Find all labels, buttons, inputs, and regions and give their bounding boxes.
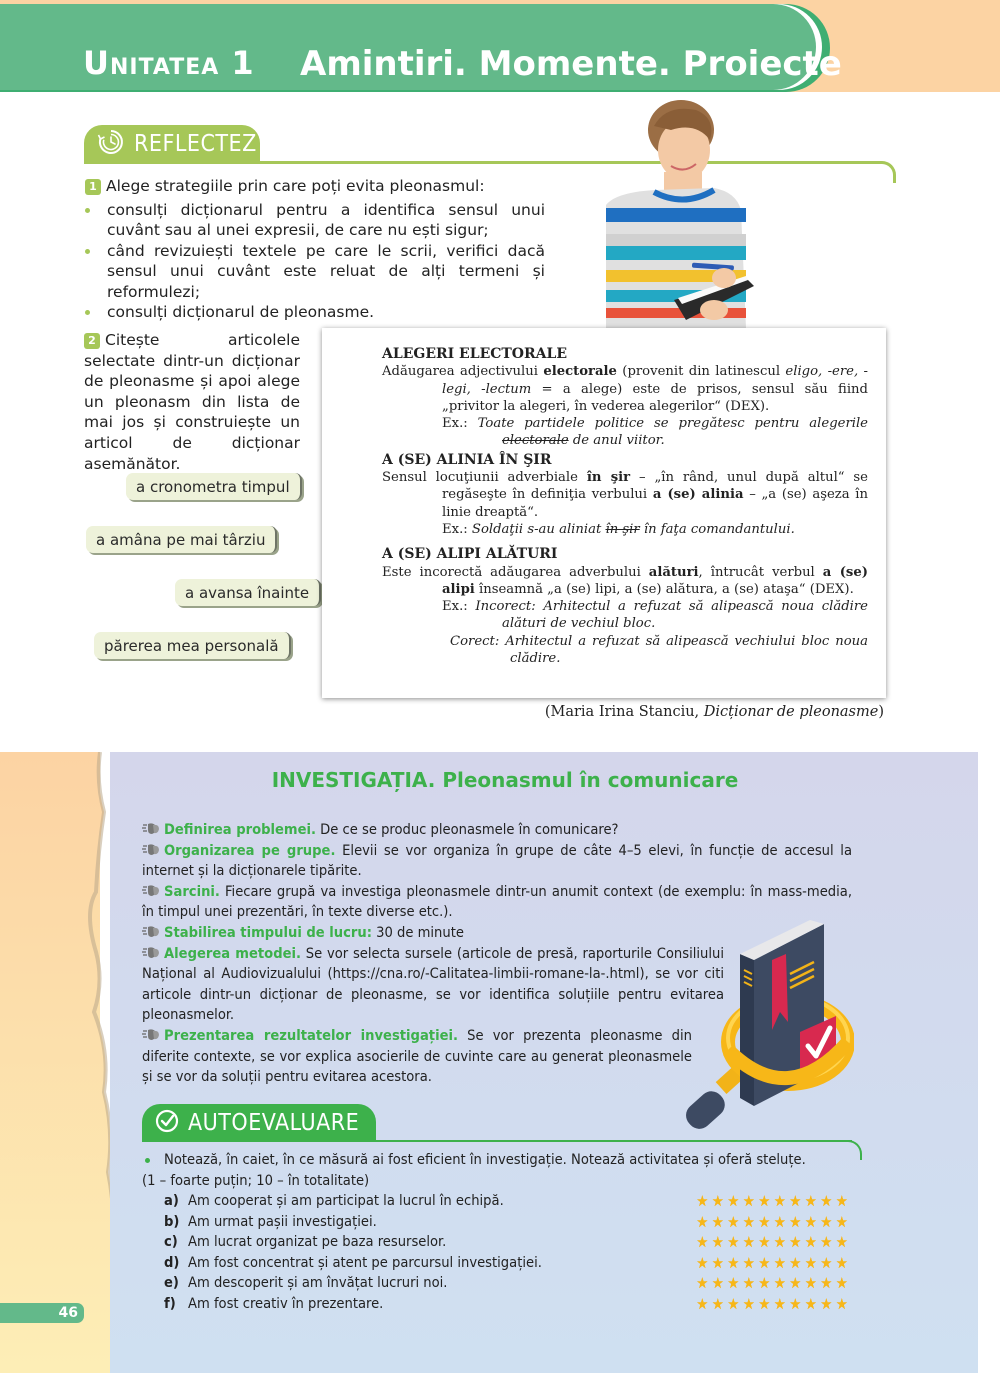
star-icon[interactable]: ★ [789, 1212, 801, 1231]
footprints-icon [142, 1029, 160, 1041]
rating-scale: (1 – foarte puțin; 10 – în totalitate) [142, 1171, 370, 1189]
text: , întrucât verbul [698, 564, 823, 580]
dictionary-example [442, 598, 868, 633]
star-icon[interactable]: ★ [820, 1212, 832, 1231]
pleonasm-chip[interactable]: a cronometra timpul [126, 473, 302, 500]
dictionary-definition [382, 564, 868, 599]
star-icon[interactable]: ★ [727, 1192, 739, 1210]
question-1-text: Alege strategiile prin care poți evita pleonasmul: [106, 177, 485, 195]
footprints-icon [142, 926, 160, 938]
question-2-text: Citește articolele selectate dintr-un dicționar de pleonasme și apoi alege un pleonasm din lista de mai jos și construiește un articol de dicționar asemănător. [84, 331, 300, 473]
star-icon[interactable]: ★ [789, 1233, 801, 1251]
assessment-row [142, 1232, 862, 1253]
star-icon[interactable]: ★ [696, 1294, 708, 1313]
example-text: de anul viitor. [572, 433, 665, 449]
star-icon[interactable]: ★ [773, 1233, 785, 1251]
step-lead: Alegerea metodei. [164, 944, 301, 962]
step-text: Elevii se vor organiza în grupe de câte 4–5 elevi, în funcție de accesul la internet și la dicționarele tipărite. [142, 841, 852, 880]
text: (provenit din latinescul [616, 364, 786, 380]
text: Este incorectă adăugarea adverbului [382, 564, 649, 580]
star-icon[interactable]: ★ [789, 1253, 801, 1272]
footprints-icon [142, 823, 160, 835]
star-icon[interactable]: ★ [789, 1274, 801, 1292]
list-item: când revizuiești textele pe care le scrii, verifici dacă sensul unui cuvânt este reluat de alți termeni și reformulezi; [85, 241, 545, 303]
star-icon[interactable]: ★ [758, 1212, 770, 1231]
step-lead: Sarcini. [164, 882, 220, 900]
star-icon[interactable]: ★ [758, 1192, 770, 1210]
example-correct: Corect: Arhitectul a refuzat să alipească vechiului bloc noua clădire. [450, 633, 868, 667]
section-divider [142, 1140, 852, 1142]
unit-title: Amintiri. Momente. Proiecte [300, 44, 842, 84]
source-citation [545, 704, 884, 720]
star-icon[interactable]: ★ [835, 1274, 847, 1292]
assessment-row [142, 1212, 862, 1233]
step-lead: Prezentarea rezultatelor investigației. [164, 1026, 458, 1044]
pleonasm-chip[interactable]: a avansa înainte [175, 579, 321, 606]
star-icon[interactable]: ★ [820, 1294, 832, 1313]
text: – „a (se) aşeza în linie dreaptă“. [442, 487, 869, 520]
star-icon[interactable]: ★ [742, 1192, 754, 1210]
star-icon[interactable]: ★ [804, 1294, 816, 1313]
question-number-badge: 2 [84, 333, 100, 349]
star-icon[interactable]: ★ [820, 1192, 832, 1210]
star-icon[interactable]: ★ [758, 1233, 770, 1251]
star-icon[interactable]: ★ [804, 1233, 816, 1251]
autoevaluare-tab [142, 1104, 376, 1142]
unit-label: Unitatea 1 [83, 44, 255, 82]
question-1-prompt [85, 176, 545, 197]
star-rating[interactable] [694, 1232, 849, 1253]
star-rating[interactable] [694, 1191, 849, 1212]
row-text: Am descoperit și am învățat lucruri noi. [188, 1274, 448, 1291]
star-icon[interactable]: ★ [696, 1212, 708, 1231]
step-text: Se vor prezenta pleonasme din diferite contexte, se vor explica asocierile de cuvinte care au generat pleonasmele și se vor da soluții pentru evitarea acestora. [142, 1026, 692, 1086]
example-text: Toate partidele politice se pregătesc pentru alegerile [477, 416, 868, 432]
source-author: (Maria Irina Stanciu, [544, 704, 704, 720]
star-icon[interactable]: ★ [711, 1212, 723, 1231]
star-icon[interactable]: ★ [711, 1192, 723, 1210]
question-1 [85, 176, 545, 323]
star-icon[interactable]: ★ [835, 1233, 847, 1251]
dictionary-example [442, 521, 868, 538]
row-letter: d) [164, 1253, 180, 1271]
struck-word: electorale [502, 433, 569, 449]
star-icon[interactable]: ★ [711, 1274, 723, 1292]
row-text: Am fost concentrat și atent pe parcursul investigației. [188, 1253, 542, 1271]
step-lead: Organizarea pe grupe. [164, 841, 336, 859]
dictionary-term: A (SE) ALINIA ÎN ŞIR [382, 451, 552, 468]
star-icon[interactable]: ★ [820, 1233, 832, 1251]
clock-refresh-icon [96, 127, 126, 161]
assessment-row [142, 1253, 862, 1274]
step-lead: Stabilirea timpului de lucru: [164, 923, 372, 941]
dictionary-excerpt [322, 328, 886, 698]
star-icon[interactable]: ★ [773, 1274, 785, 1292]
row-letter: e) [164, 1274, 179, 1291]
question-2 [84, 330, 300, 474]
star-icon[interactable]: ★ [696, 1192, 708, 1210]
question-number-badge: 1 [85, 179, 101, 195]
star-icon[interactable]: ★ [773, 1294, 785, 1313]
star-icon[interactable]: ★ [727, 1253, 739, 1272]
text: Sensul locuţiunii adverbiale [382, 470, 587, 486]
star-icon[interactable]: ★ [789, 1294, 801, 1313]
text-bold: a (se) alipi [442, 564, 868, 597]
reflectez-label: REFLECTEZ [134, 131, 257, 157]
star-icon[interactable]: ★ [696, 1233, 708, 1251]
text: = a alege) este de prisos, sensul său fiind „privitor la alegeri, în vederea alegerilor“ (DEX). [442, 381, 868, 414]
text-bold: a (se) alinia [652, 487, 744, 503]
check-circle-icon [154, 1108, 180, 1138]
page-number: 46 [0, 1303, 84, 1323]
self-assessment-list [142, 1191, 862, 1314]
text: înseamnă „a (se) lipi, a (se) alătura, a (se) ataşa“ (DEX). [474, 581, 854, 597]
step-text: De ce se produc pleonasmele în comunicare? [315, 821, 619, 838]
star-icon[interactable]: ★ [758, 1253, 770, 1272]
step-text: Fiecare grupă va investiga pleonasmele dintr-un anumit context (de exemplu: în mass-media, în timpul unei prezentări, în texte diverse etc.). [142, 882, 852, 921]
dictionary-definition [382, 469, 868, 521]
row-letter: f) [164, 1294, 176, 1312]
book-magnifier-illustration [684, 920, 854, 1130]
pleonasm-chip[interactable]: a amâna pe mai târziu [86, 526, 277, 553]
star-icon[interactable]: ★ [789, 1192, 801, 1210]
list-item: consulți dicționarul de pleonasme. [85, 302, 545, 323]
example-label: Ex.: [442, 521, 468, 537]
row-letter: c) [164, 1233, 178, 1250]
star-icon[interactable]: ★ [835, 1192, 847, 1210]
step-lead: Definirea problemei. [164, 821, 316, 838]
row-text: Am lucrat organizat pe baza resurselor. [188, 1233, 447, 1250]
struck-word: în şir [605, 521, 640, 537]
text-bold: în şir [586, 470, 631, 486]
reflectez-tab [84, 125, 260, 163]
star-icon[interactable]: ★ [711, 1233, 723, 1251]
star-icon[interactable]: ★ [742, 1253, 754, 1272]
star-icon[interactable]: ★ [835, 1294, 847, 1313]
row-letter: b) [164, 1212, 180, 1230]
step-text: Se vor selecta sursele (articole de presă, raporturile Consiliului Național al Audiovizualului (https://cna.ro/-Calitatea-limbii-romane-la-.html), se vor citi articole dintr-un dicționar de pleonasme, se vor identifica soluțiile pentru evitarea pleonasmelor. [142, 944, 724, 1024]
list-item: consulți dicționarul pentru a identifica sensul unui cuvânt sau al unei expresii, de care nu ești sigur; [85, 200, 545, 241]
dictionary-example [442, 633, 868, 668]
self-assessment-intro: Notează, în caiet, în ce măsură ai fost eficient în investigație. Notează activitatea și oferă steluțe. [142, 1150, 862, 1171]
row-text: Am urmat pașii investigației. [188, 1212, 377, 1230]
footprints-icon [142, 947, 160, 959]
star-icon[interactable]: ★ [804, 1253, 816, 1272]
footprints-icon [142, 885, 160, 897]
star-icon[interactable]: ★ [696, 1253, 708, 1272]
star-icon[interactable]: ★ [742, 1274, 754, 1292]
assessment-row [142, 1273, 862, 1294]
text-bold: electorale [543, 364, 617, 380]
pleonasm-chip[interactable]: părerea mea personală [94, 632, 291, 659]
assessment-row [142, 1294, 862, 1315]
example-incorrect: Incorect: Arhitectul a refuzat să alipească noua clădire alături de vechiul bloc. [475, 599, 868, 632]
star-icon[interactable]: ★ [773, 1253, 785, 1272]
dictionary-term: ALEGERI ELECTORALE [382, 346, 568, 362]
star-icon[interactable]: ★ [727, 1233, 739, 1251]
star-rating[interactable] [694, 1253, 849, 1274]
footprints-icon [142, 844, 160, 856]
star-icon[interactable]: ★ [696, 1274, 708, 1292]
investigation-step [142, 841, 852, 882]
row-letter: a) [164, 1192, 179, 1209]
text: – „în rând, unul după altul“ se regăseşte în definiţia verbului [442, 470, 868, 503]
investigation-step [142, 820, 852, 841]
assessment-row [142, 1191, 862, 1212]
star-icon[interactable]: ★ [758, 1294, 770, 1313]
step-text: 30 de minute [371, 923, 464, 941]
strategy-list [85, 200, 545, 323]
investigation-title: INVESTIGAȚIA. Pleonasmul în comunicare [271, 768, 739, 792]
dictionary-example [442, 415, 868, 450]
star-icon[interactable]: ★ [835, 1253, 847, 1272]
star-rating[interactable] [694, 1273, 849, 1294]
star-rating[interactable] [694, 1294, 849, 1315]
star-icon[interactable]: ★ [727, 1212, 739, 1231]
section-divider-curve [870, 161, 896, 183]
example-text: în faţa comandantului. [643, 521, 795, 537]
investigation-step [142, 944, 724, 1026]
dictionary-term: A (SE) ALIPI ALĂTURI [382, 546, 558, 563]
row-text: Am fost creativ în prezentare. [188, 1294, 384, 1312]
self-assessment [142, 1150, 862, 1314]
star-icon[interactable]: ★ [727, 1274, 739, 1292]
star-icon[interactable]: ★ [727, 1294, 739, 1313]
example-label: Ex.: [442, 416, 468, 432]
example-label: Ex.: [442, 599, 468, 615]
text: Adăugarea adjectivului [382, 364, 544, 380]
star-icon[interactable]: ★ [758, 1274, 770, 1292]
source-title: Dicționar de pleonasme [703, 704, 879, 720]
star-icon[interactable]: ★ [742, 1212, 754, 1231]
star-icon[interactable]: ★ [804, 1192, 816, 1210]
star-icon[interactable]: ★ [742, 1233, 754, 1251]
star-icon[interactable]: ★ [820, 1253, 832, 1272]
investigation-step [142, 1026, 692, 1088]
star-icon[interactable]: ★ [804, 1212, 816, 1231]
source-close: ) [878, 704, 884, 720]
example-text: Soldaţii s-au aliniat [471, 521, 602, 537]
student-writing-illustration [596, 100, 766, 328]
star-rating[interactable] [694, 1212, 849, 1233]
star-icon[interactable]: ★ [773, 1212, 785, 1231]
row-text: Am cooperat și am participat la lucrul în echipă. [188, 1192, 504, 1209]
star-icon[interactable]: ★ [711, 1253, 723, 1272]
autoevaluare-label: AUTOEVALUARE [188, 1110, 360, 1136]
star-icon[interactable]: ★ [804, 1274, 816, 1292]
star-icon[interactable]: ★ [711, 1294, 723, 1313]
star-icon[interactable]: ★ [820, 1274, 832, 1292]
text-italic: eligo, -ere, -legi, -lectum [442, 364, 868, 397]
star-icon[interactable]: ★ [742, 1294, 754, 1313]
investigation-step [142, 882, 852, 923]
star-icon[interactable]: ★ [835, 1212, 847, 1231]
text-bold: alături [648, 564, 699, 580]
dictionary-definition [382, 363, 868, 415]
star-icon[interactable]: ★ [773, 1192, 785, 1210]
